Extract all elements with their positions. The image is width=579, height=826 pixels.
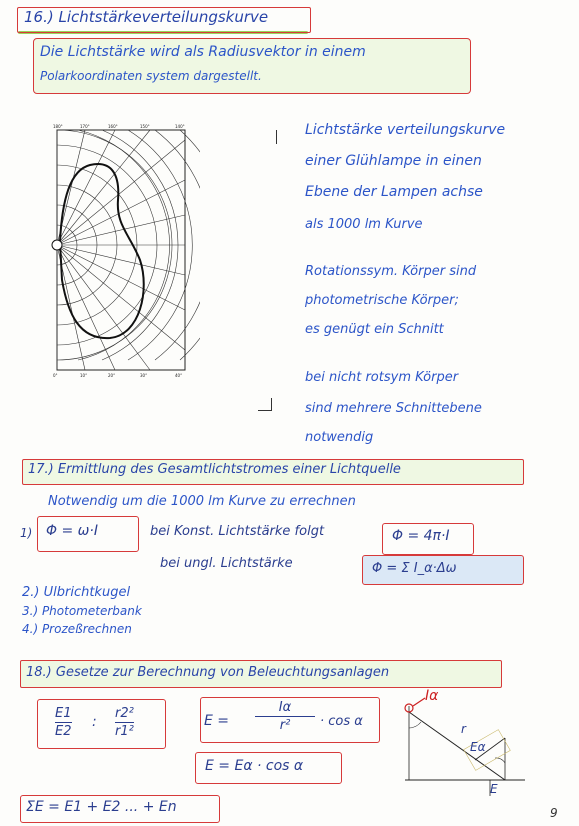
law2-tail: · cos α [320, 714, 363, 729]
law2-num: Iα [278, 700, 292, 715]
margin-mark-bottom-v [271, 398, 272, 410]
law1-colon: : [92, 714, 97, 730]
item1b-text: bei ungl. Lichtstärke [160, 556, 293, 571]
law1-rhs-num: r2² [115, 706, 134, 721]
note-line-3: Ebene der Lampen achse [305, 184, 483, 200]
definition-line-2: Polarkoordinaten system dargestellt. [40, 69, 262, 83]
svg-text:140°: 140° [175, 124, 185, 129]
note-line-7: es genügt ein Schnitt [305, 322, 444, 337]
law3: E = Eα · cos α [205, 758, 304, 774]
svg-text:160°: 160° [108, 124, 118, 129]
svg-text:170°: 170° [80, 124, 90, 129]
law4: ΣE = E1 + E2 ... + En [26, 799, 177, 815]
diagram-label-ialpha: Iα [425, 688, 439, 704]
section17-intro: Notwendig um die 1000 lm Kurve zu errechnen [48, 494, 356, 509]
svg-text:150°: 150° [140, 124, 150, 129]
svg-text:180°: 180° [53, 124, 63, 129]
heading-17: 17.) Ermittlung des Gesamtlichtstromes einer Lichtquelle [28, 462, 401, 477]
diagram-label-ealpha: Eα [470, 740, 486, 754]
item2: 2.) Ulbrichtkugel [22, 585, 131, 600]
law1-rhs [115, 706, 134, 739]
svg-text:20°: 20° [108, 373, 116, 378]
svg-text:0°: 0° [53, 373, 58, 378]
item1b-formula: Φ = Σ I_α·Δω [372, 561, 457, 576]
illumination-diagram [395, 688, 535, 800]
note-line-1: Lichtstärke verteilungskurve [305, 122, 506, 138]
law1-lhs-den: E2 [55, 724, 72, 739]
heading-16: 16.) Lichtstärkeverteilungskurve [24, 8, 269, 26]
margin-mark-bottom-h [258, 410, 272, 411]
law2-fraction [255, 700, 315, 733]
diagram-label-e: E [490, 782, 498, 796]
item4: 4.) Prozeßrechnen [22, 622, 132, 636]
heading-18: 18.) Gesetze zur Berechnung von Beleuchtungsanlagen [26, 665, 390, 680]
heading-16-box [17, 7, 311, 33]
note-line-4: als 1000 lm Kurve [305, 217, 423, 232]
law1-rhs-den: r1² [115, 724, 134, 739]
law1-lhs-num: E1 [55, 706, 72, 721]
law1-lhs [55, 706, 72, 739]
item3: 3.) Photometerbank [22, 604, 142, 618]
polar-diagram [40, 120, 200, 382]
definition-line-1: Die Lichtstärke wird als Radiusvektor in einem [40, 44, 366, 60]
svg-text:10°: 10° [80, 373, 88, 378]
item1-formula: Φ = ω·I [46, 523, 98, 539]
diagram-label-r: r [461, 722, 466, 736]
item1-number: 1) [20, 526, 33, 540]
item1-result: Φ = 4π·I [392, 528, 450, 544]
note-line-5: Rotationssym. Körper sind [305, 264, 477, 279]
note-line-8: bei nicht rotsym Körper [305, 370, 459, 385]
law2-den: r² [279, 718, 291, 733]
svg-text:30°: 30° [140, 373, 148, 378]
item1-text: bei Konst. Lichtstärke folgt [150, 524, 325, 539]
note-line-9: sind mehrere Schnittebene [305, 401, 482, 416]
svg-text:40°: 40° [175, 373, 183, 378]
note-line-6: photometrische Körper; [305, 293, 459, 308]
note-line-2: einer Glühlampe in einen [305, 153, 482, 169]
law2-lhs: E = [204, 713, 230, 729]
margin-mark-top [276, 130, 277, 144]
page-number: 9 [550, 806, 558, 820]
note-line-10: notwendig [305, 430, 374, 445]
